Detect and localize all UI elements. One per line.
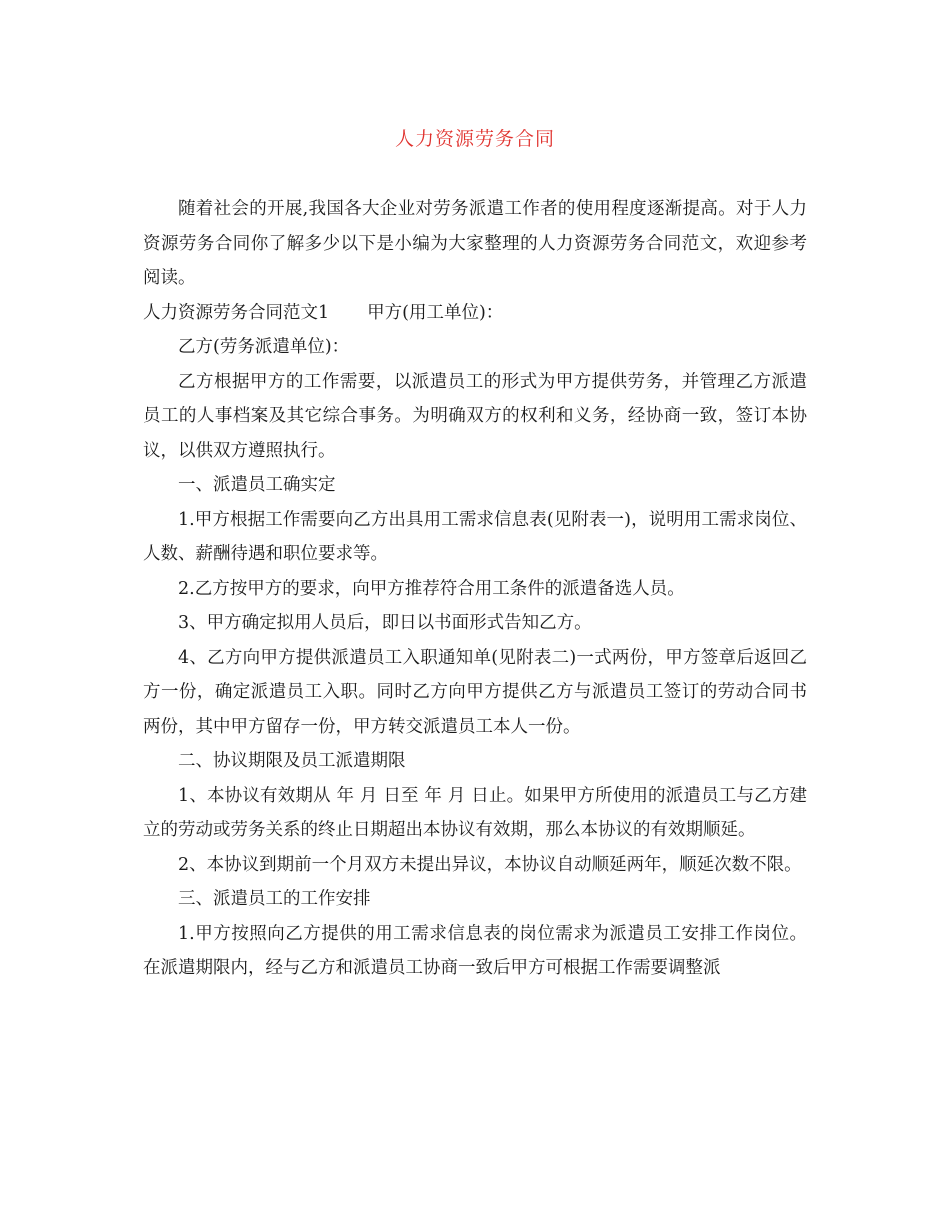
sample-heading: 人力资源劳务合同范文1 [143, 302, 330, 323]
section-1-item-4: 4、乙方向甲方提供派遣员工入职通知单(见附表二)一式两份，甲方签章后返回乙方一份，确定派遣员工入职。同时乙方向甲方提供乙方与派遣员工签订的劳动合同书两份，其中甲方留存一份，甲方转交派遣员工本人一份。 [143, 647, 807, 737]
document-title: 人力资源劳务合同 [394, 128, 555, 150]
section-2-item-2: 2、本协议到期前一个月双方未提出异议，本协议自动顺延两年，顺延次数不限。 [178, 854, 802, 875]
section-2-item-1: 1、本协议有效期从 年 月 日至 年 月 日止。如果甲方所使用的派遣员工与乙方建立的劳动或劳务关系的终止日期超出本协议有效期，那么本协议的有效期顺延。 [143, 785, 807, 840]
section-3-item-1: 1.甲方按照向乙方提供的用工需求信息表的岗位需求为派遣员工安排工作岗位。在派遣期限内，经与乙方和派遣员工协商一致后甲方可根据工作需要调整派 [143, 923, 807, 978]
preamble-paragraph: 乙方根据甲方的工作需要，以派遣员工的形式为甲方提供劳务，并管理乙方派遣员工的人事档案及其它综合事务。为明确双方的权利和义务，经协商一致，签订本协议，以供双方遵照执行。 [143, 371, 807, 461]
section-1-item-3: 3、甲方确定拟用人员后，即日以书面形式告知乙方。 [178, 613, 592, 633]
section-3-heading: 三、派遣员工的工作安排 [178, 889, 371, 909]
section-1-item-1: 1.甲方根据工作需要向乙方出具用工需求信息表(见附表一)，说明用工需求岗位、人数、薪酬待遇和职位要求等。 [143, 509, 807, 564]
section-2-heading: 二、协议期限及员工派遣期限 [178, 751, 406, 771]
intro-paragraph: 随着社会的开展,我国各大企业对劳务派遣工作者的使用程度逐渐提高。对于人力资源劳务合同你了解多少以下是小编为大家整理的人力资源劳务合同范文，欢迎参考阅读。 [143, 199, 807, 288]
section-1-heading: 一、派遣员工确实定 [178, 475, 336, 495]
sample-heading-line [143, 296, 807, 331]
party-b-label: 乙方(劳务派遣单位)： [178, 337, 350, 357]
party-a-label: 甲方(用工单位)： [367, 302, 504, 323]
document-body [143, 192, 807, 986]
section-1-item-2: 2.乙方按甲方的要求，向甲方推荐符合用工条件的派遣备选人员。 [178, 578, 685, 599]
